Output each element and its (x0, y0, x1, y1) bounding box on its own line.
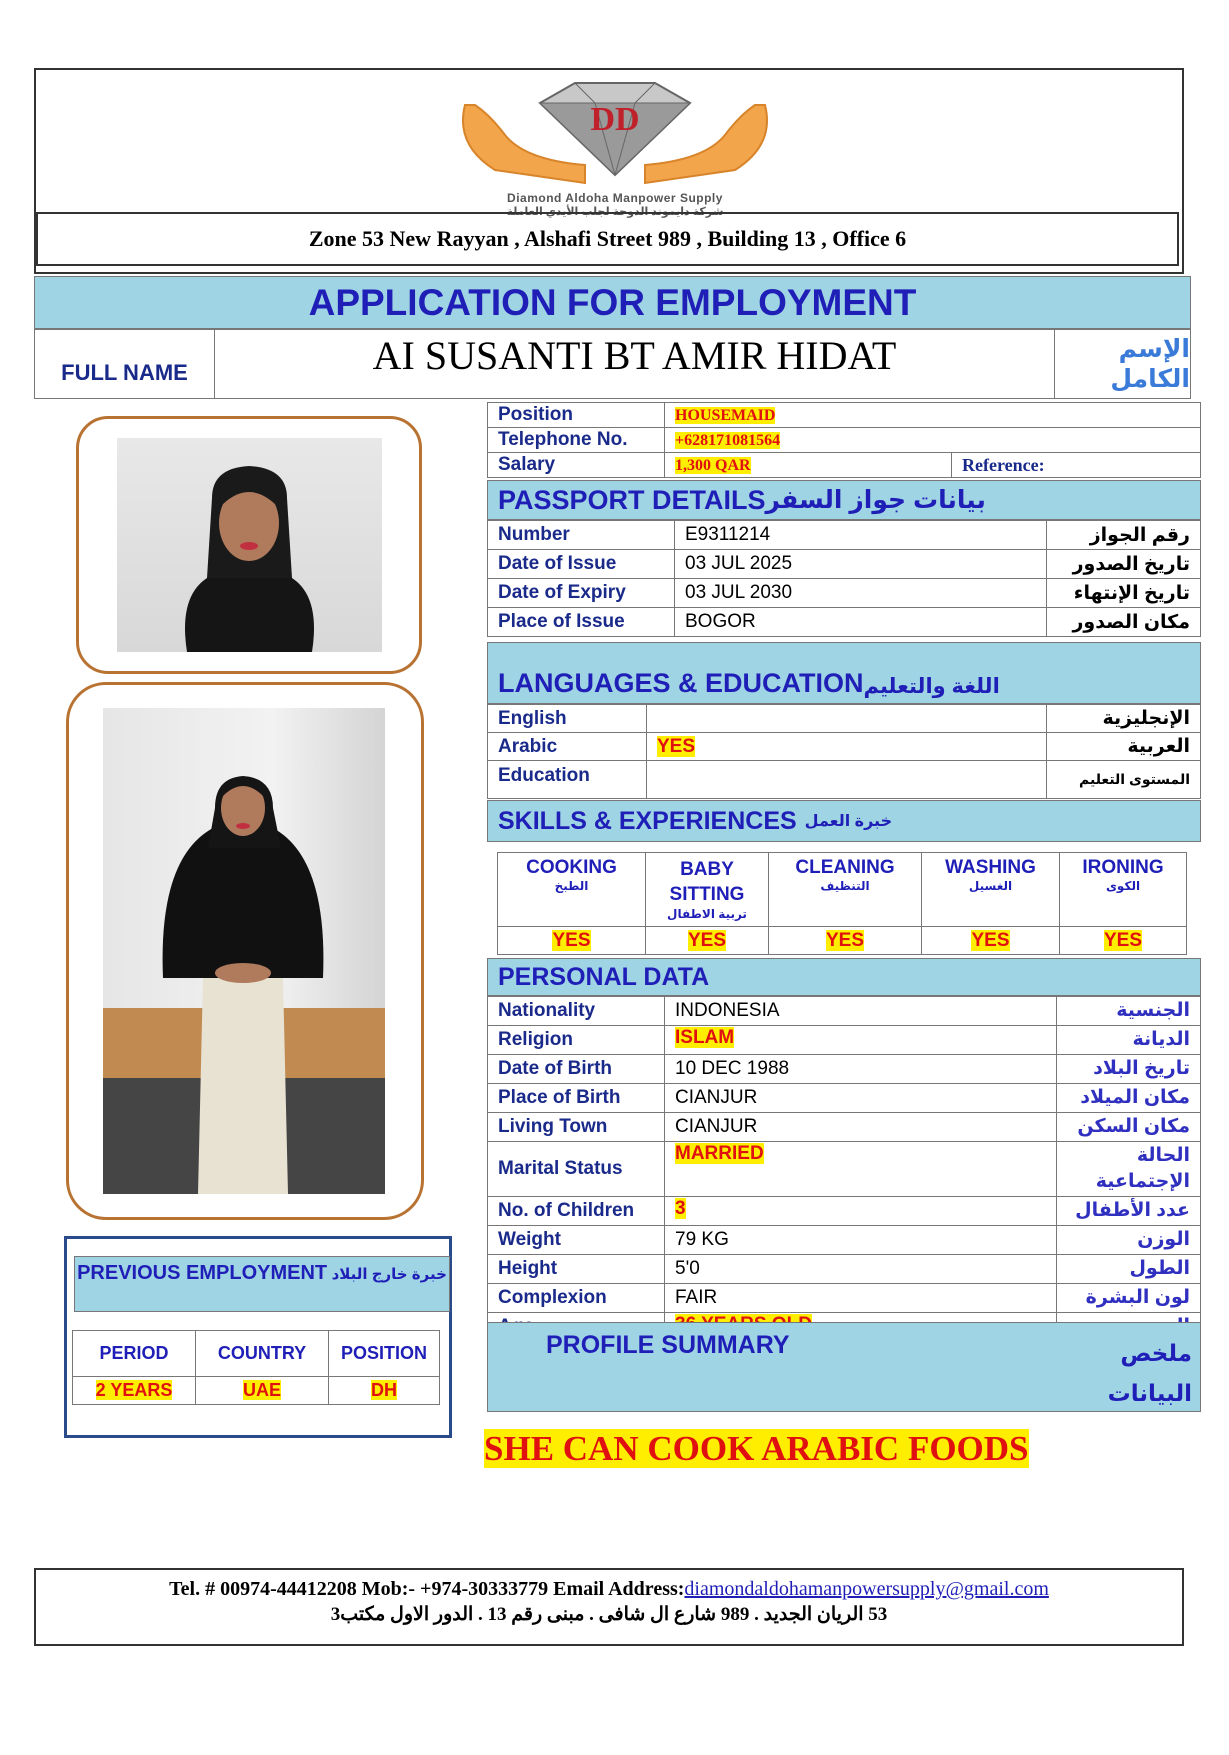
portrait-photo (117, 438, 382, 652)
full-name-label: FULL NAME (35, 330, 215, 398)
skill-cooking: COOKING الطبخ (498, 853, 646, 927)
table-row: Date of Expiry 03 JUL 2030 تاريخ الإنتهاء (488, 579, 1201, 608)
footer-box (34, 1568, 1184, 1646)
previous-employment-table (72, 1330, 440, 1405)
skills-table (497, 852, 1187, 955)
reference-label: Reference: (952, 453, 1201, 478)
skill-baby-sitting: BABY SITTING تربية الاطفال (646, 853, 769, 927)
position-value: HOUSEMAID (665, 403, 1201, 428)
skills-section-header: SKILLS & EXPERIENCES خبرة العمل (487, 800, 1201, 842)
full-name-row (34, 329, 1191, 399)
salary-value: 1,300 QAR (665, 453, 952, 478)
passport-table (487, 520, 1201, 637)
table-row: Nationality INDONESIA الجنسية (488, 997, 1201, 1026)
table-row: Complexion FAIR لون البشرة (488, 1284, 1201, 1313)
prev-country: UAE (196, 1377, 329, 1405)
skill-baby-sitting-value: YES (646, 927, 769, 955)
table-row: Education المستوى التعليم (488, 761, 1201, 799)
company-name-ar: شركة دايموند الدوحة لجلب الأيدي العاملة (506, 206, 724, 218)
table-row: No. of Children 3 عدد الأطفال (488, 1197, 1201, 1226)
personal-section-header: PERSONAL DATA (487, 958, 1201, 996)
table-row: Living Town CIANJUR مكان السكن (488, 1113, 1201, 1142)
languages-table (487, 704, 1201, 799)
profile-note: SHE CAN COOK ARABIC FOODS (484, 1429, 1029, 1468)
company-logo (435, 75, 795, 218)
prev-header-position: POSITION (329, 1331, 440, 1377)
table-row: Place of Birth CIANJUR مكان الميلاد (488, 1084, 1201, 1113)
skill-cooking-value: YES (498, 927, 646, 955)
languages-section-header: LANGUAGES & EDUCATION اللغة والتعليم (487, 642, 1201, 704)
position-label: Position (488, 403, 665, 428)
footer-email-link[interactable]: diamondaldohamanpowersupply@gmail.com (684, 1578, 1049, 1600)
table-row: Number E9311214 رقم الجواز (488, 521, 1201, 550)
prev-position: DH (329, 1377, 440, 1405)
personal-table (487, 996, 1201, 1342)
passport-section-header: PASSPORT DETAILS بيانات جواز السفر (487, 480, 1201, 520)
salary-label: Salary (488, 453, 665, 478)
form-title: APPLICATION FOR EMPLOYMENT (34, 276, 1191, 329)
profile-title: PROFILE SUMMARY (546, 1331, 790, 1359)
table-row: Date of Birth 10 DEC 1988 تاريخ البلاد (488, 1055, 1201, 1084)
table-row: Place of Issue BOGOR مكان الصدور (488, 608, 1201, 637)
table-row: Religion ISLAM الديانة (488, 1026, 1201, 1055)
table-row: Arabic YES العربية (488, 733, 1201, 761)
full-name-value: AI SUSANTI BT AMIR HIDAT (215, 330, 1055, 398)
prev-header-period: PERIOD (73, 1331, 196, 1377)
previous-employment-title: PREVIOUS EMPLOYMENT خبرة خارج البلاد (74, 1256, 450, 1312)
profile-title-ar: ملخص البيانات (1107, 1340, 1192, 1406)
skill-cleaning-value: YES (769, 927, 922, 955)
skill-cleaning: CLEANING التنظيف (769, 853, 922, 927)
skill-ironing-value: YES (1060, 927, 1187, 955)
skill-washing-value: YES (922, 927, 1060, 955)
prev-header-country: COUNTRY (196, 1331, 329, 1377)
full-body-photo (103, 708, 385, 1194)
phone-value: +628171081564 (665, 428, 1201, 453)
table-row: Height 5'0 الطول (488, 1255, 1201, 1284)
footer-address-ar: 53 الريان الجديد . 989 شارع ال شافى . مبنى رقم 13 . الدور الاول مكتب3 (330, 1604, 888, 1625)
profile-section-header (487, 1322, 1201, 1412)
table-row: Weight 79 KG الوزن (488, 1226, 1201, 1255)
skill-washing: WASHING الغسيل (922, 853, 1060, 927)
footer-contact: Tel. # 00974-44412208 Mob:- +974-30333779 Email Address:diamondaldohamanpowersupply@gmail.com (169, 1578, 1049, 1600)
table-row: Date of Issue 03 JUL 2025 تاريخ الصدور (488, 550, 1201, 579)
skill-ironing: IRONING الكوى (1060, 853, 1187, 927)
phone-label: Telephone No. (488, 428, 665, 453)
table-row: Marital Status MARRIED الحالة الإجتماعية (488, 1142, 1201, 1197)
company-name-en: Diamond Aldoha Manpower Supply (507, 191, 723, 205)
company-address: Zone 53 New Rayyan , Alshafi Street 989 , Building 13 , Office 6 (36, 212, 1179, 266)
table-row: English الإنجليزية (488, 705, 1201, 733)
job-info-table (487, 402, 1201, 478)
full-name-ar: الإسم الكامل (1110, 335, 1190, 393)
prev-period: 2 YEARS (73, 1377, 196, 1405)
svg-text:DD: DD (590, 101, 640, 138)
